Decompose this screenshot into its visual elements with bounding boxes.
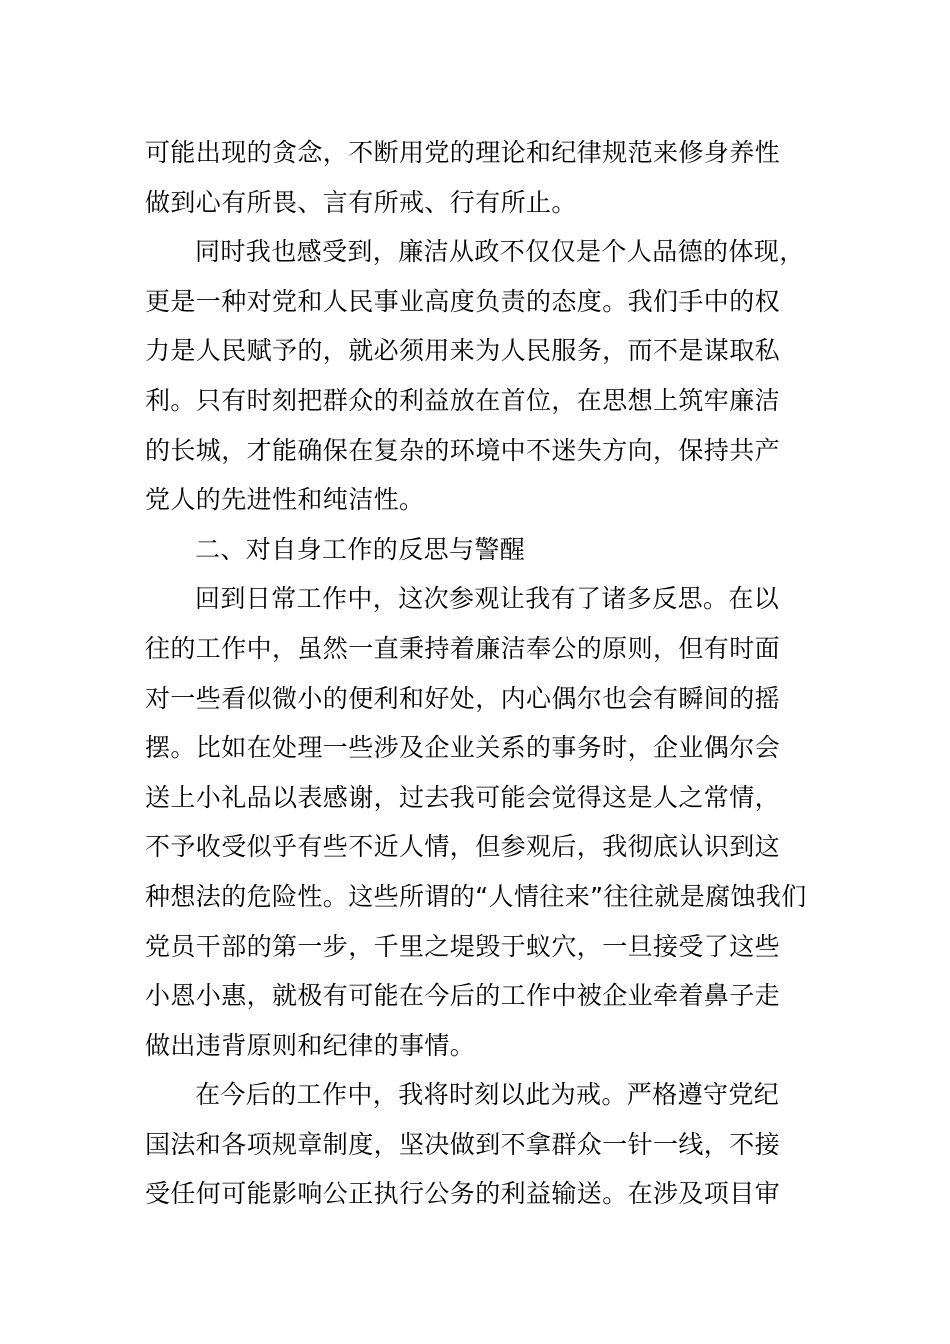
- text-line: 摆。比如在处理一些涉及企业关系的事务时，企业偶尔会: [145, 733, 781, 763]
- text-line: 更是一种对党和人民事业高度负责的态度。我们手中的权: [145, 286, 781, 316]
- paragraph-start-line: 同时我也感受到，廉洁从政不仅仅是个人品德的体现，: [195, 237, 805, 267]
- text-line: 做到心有所畏、言有所戒、行有所止。: [145, 187, 577, 217]
- text-line: 党人的先进性和纯洁性。: [145, 485, 425, 515]
- text-line: 受任何可能影响公正执行公务的利益输送。在涉及项目审: [145, 1179, 781, 1209]
- text-line: 对一些看似微小的便利和好处，内心偶尔也会有瞬间的摇: [145, 683, 781, 713]
- text-line: 党员干部的第一步，千里之堤毁于蚁穴，一旦接受了这些: [145, 931, 781, 961]
- text-line: 小恩小惠，就极有可能在今后的工作中被企业牵着鼻子走: [145, 981, 781, 1011]
- text-line: 国法和各项规章制度，坚决做到不拿群众一针一线，不接: [145, 1129, 781, 1159]
- text-line: 利。只有时刻把群众的利益放在首位，在思想上筑牢廉洁: [145, 385, 781, 415]
- text-line: 送上小礼品以表感谢，过去我可能会觉得这是人之常情，: [145, 782, 781, 812]
- section-heading: 二、对自身工作的反思与警醒: [195, 534, 526, 564]
- text-line: 可能出现的贪念，不断用党的理论和纪律规范来修身养性: [145, 138, 781, 167]
- text-line: 不予收受似乎有些不近人情，但参观后，我彻底认识到这: [145, 832, 781, 862]
- text-line: 种想法的危险性。这些所谓的“人情往来”往往就是腐蚀我们: [145, 881, 807, 911]
- paragraph-start-line: 回到日常工作中，这次参观让我有了诸多反思。在以: [195, 584, 780, 614]
- body-text: [145, 128, 845, 1219]
- paragraph-start-line: 在今后的工作中，我将时刻以此为戒。严格遵守党纪: [195, 1080, 780, 1110]
- text-line: 的长城，才能确保在复杂的环境中不迷失方向，保持共产: [145, 435, 781, 465]
- text-line: 往的工作中，虽然一直秉持着廉洁奉公的原则，但有时面: [145, 633, 781, 663]
- text-line: 做出违背原则和纪律的事情。: [145, 1030, 476, 1060]
- text-line: 力是人民赋予的，就必须用来为人民服务，而不是谋取私: [145, 336, 781, 366]
